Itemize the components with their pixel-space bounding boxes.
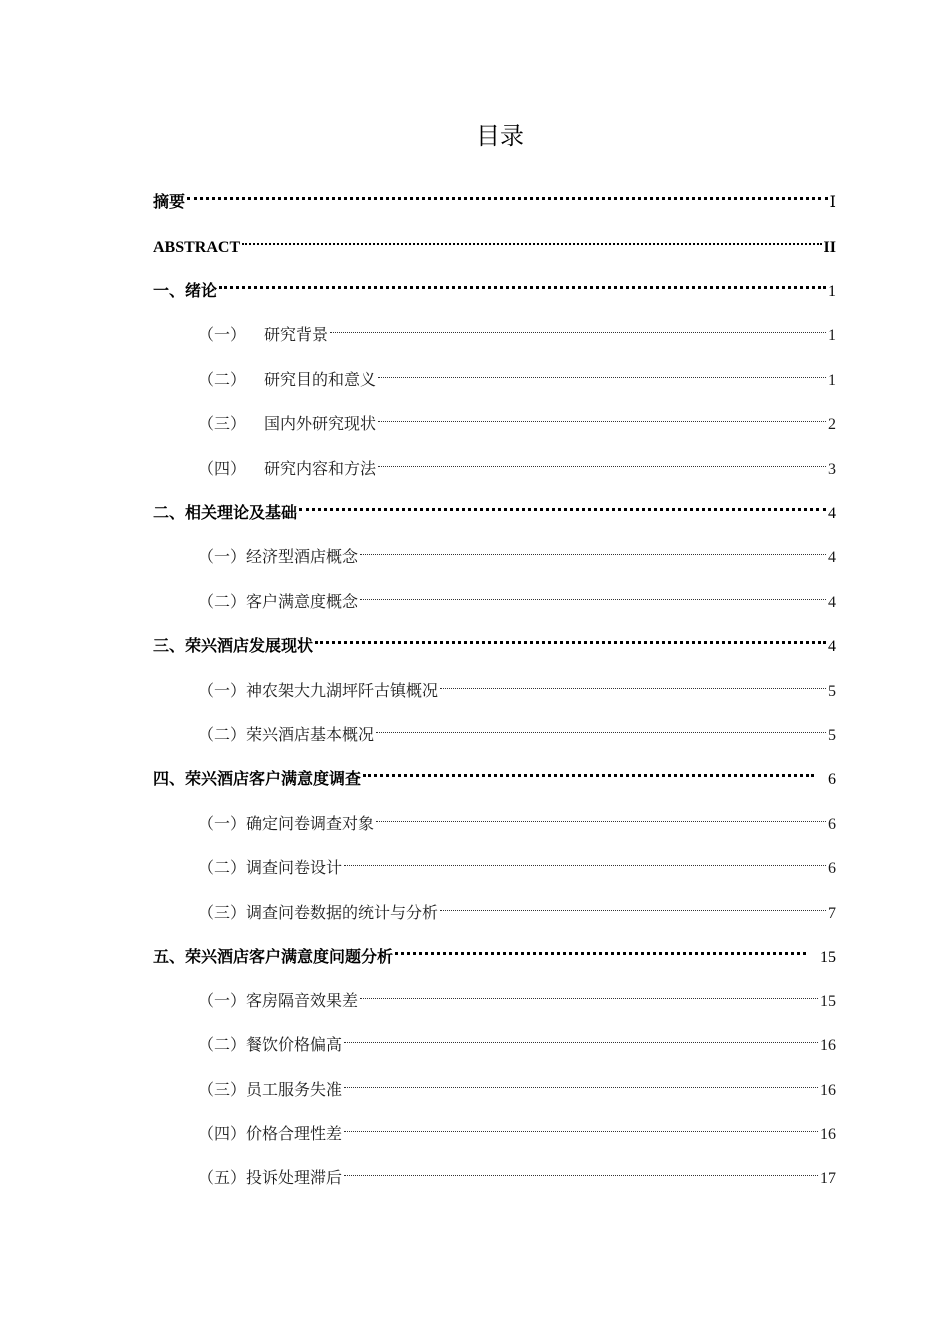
section-title: 员工服务失准	[246, 1080, 343, 1099]
section-title: 研究目的和意义	[264, 370, 377, 389]
toc-entry-section[interactable]	[198, 1069, 836, 1099]
dot-leader	[344, 1069, 818, 1095]
dot-leader	[376, 714, 826, 740]
toc-entry-page: 4	[828, 505, 836, 522]
dot-leader	[360, 980, 818, 1006]
toc-entry-section[interactable]	[198, 714, 836, 744]
section-number: （一）	[198, 325, 247, 344]
section-number: （三）	[198, 1080, 247, 1099]
toc-entry-page: 16	[820, 1082, 836, 1099]
toc-entry-section[interactable]	[198, 1113, 836, 1143]
section-title: 神农架大九湖坪阡古镇概况	[246, 681, 439, 700]
dot-leader	[315, 625, 826, 651]
section-title: 国内外研究现状	[264, 414, 377, 433]
section-number: （一）	[198, 681, 247, 700]
dot-leader	[330, 314, 826, 340]
section-title: 研究背景	[264, 325, 329, 344]
section-title: 荣兴酒店基本概况	[246, 725, 375, 744]
toc-entry-label	[198, 811, 374, 837]
toc-entry-page: 7	[828, 905, 836, 922]
section-number: （三）	[198, 414, 247, 433]
section-number: （二）	[198, 725, 247, 744]
toc-entry-section[interactable]	[198, 536, 836, 566]
toc-entry-label	[198, 855, 342, 881]
toc-entry-page: 2	[828, 416, 836, 433]
section-title: 价格合理性差	[246, 1124, 343, 1143]
dot-leader	[344, 1113, 818, 1139]
dot-leader	[440, 670, 826, 696]
toc-entry-page: 4	[828, 638, 836, 655]
toc-entry-page: 1	[828, 283, 836, 300]
section-title: 确定问卷调查对象	[246, 814, 375, 833]
section-title: 经济型酒店概念	[246, 547, 359, 566]
dot-leader	[299, 492, 826, 518]
dot-leader	[344, 1024, 818, 1050]
toc-entry-section[interactable]	[198, 581, 836, 611]
toc-entry-chapter-2[interactable]	[153, 492, 836, 522]
section-number: （五）	[198, 1168, 247, 1187]
toc-entry-label: 摘要	[153, 192, 186, 211]
toc-entry-section[interactable]	[198, 670, 836, 700]
toc-entry-page: 17	[820, 1170, 836, 1187]
toc-entry-page: Ⅰ	[829, 194, 836, 211]
toc-entry-section[interactable]	[198, 448, 836, 478]
dot-leader	[360, 536, 826, 562]
toc-entry-label	[198, 678, 438, 704]
dot-leader	[440, 892, 826, 918]
dot-leader	[378, 403, 826, 429]
section-title: 研究内容和方法	[264, 459, 377, 478]
dot-leader	[378, 359, 826, 385]
dot-leader	[219, 270, 826, 296]
dot-leader	[242, 226, 821, 252]
toc-entry-chapter-3[interactable]	[153, 625, 836, 655]
dot-leader	[363, 758, 814, 784]
dot-leader	[344, 1157, 818, 1183]
section-number: （四）	[198, 1124, 247, 1143]
toc-entry-page: 1	[828, 327, 836, 344]
section-title: 客房隔音效果差	[246, 991, 359, 1010]
section-number: （一）	[198, 991, 247, 1010]
toc-entry-abstract-en[interactable]	[153, 226, 836, 256]
toc-entry-label: 一、绪论	[153, 281, 218, 300]
toc-entry-section[interactable]	[198, 403, 836, 433]
dot-leader	[376, 803, 826, 829]
toc-entry-page: 5	[828, 683, 836, 700]
toc-entry-label: 二、相关理论及基础	[153, 503, 298, 522]
toc-entry-page: 16	[820, 1037, 836, 1054]
toc-entry-chapter-5[interactable]	[153, 936, 836, 966]
toc-entry-label	[198, 1165, 342, 1191]
section-number: （二）	[198, 858, 247, 877]
toc-entry-page: 6	[828, 860, 836, 877]
toc-entry-section[interactable]	[198, 847, 836, 877]
toc-entry-chapter-4[interactable]	[153, 758, 836, 788]
toc-entry-section[interactable]	[198, 314, 836, 344]
toc-entry-page: 4	[828, 549, 836, 566]
section-number: （三）	[198, 903, 247, 922]
toc-entry-section[interactable]	[198, 359, 836, 389]
toc-entry-section[interactable]	[198, 1024, 836, 1054]
toc-entry-label	[198, 988, 358, 1014]
dot-leader	[360, 581, 826, 607]
toc-entry-label	[198, 1032, 342, 1058]
section-number: （二）	[198, 592, 247, 611]
toc-entry-label	[198, 322, 328, 348]
section-number: （二）	[198, 370, 247, 389]
section-title: 调查问卷设计	[246, 858, 343, 877]
dot-leader	[378, 448, 826, 474]
toc-entry-chapter-1[interactable]	[153, 270, 836, 300]
section-title: 投诉处理滞后	[246, 1168, 343, 1187]
section-title: 餐饮价格偏高	[246, 1035, 343, 1054]
toc-entry-section[interactable]	[198, 803, 836, 833]
toc-entry-page: 4	[828, 594, 836, 611]
toc-entry-section[interactable]	[198, 980, 836, 1010]
toc-entry-label	[198, 544, 358, 570]
toc-entry-page: 5	[828, 727, 836, 744]
toc-entry-label	[198, 589, 358, 615]
toc-entry-label: 五、荣兴酒店客户满意度问题分析	[153, 947, 394, 966]
toc-entry-label	[198, 1077, 342, 1103]
toc-entry-label	[198, 456, 376, 482]
section-number: （一）	[198, 547, 247, 566]
toc-entry-page: 3	[828, 461, 836, 478]
toc-entry-section[interactable]	[198, 892, 836, 922]
toc-entry-label	[198, 1121, 342, 1147]
toc-entry-page: 6	[828, 816, 836, 833]
toc-entry-label: 三、荣兴酒店发展现状	[153, 636, 314, 655]
section-title: 客户满意度概念	[246, 592, 359, 611]
section-number: （二）	[198, 1035, 247, 1054]
toc-entry-label	[198, 367, 376, 393]
toc-entry-label: 四、荣兴酒店客户满意度调查	[153, 769, 362, 788]
section-title: 调查问卷数据的统计与分析	[246, 903, 439, 922]
section-number: （一）	[198, 814, 247, 833]
toc-entry-label	[198, 900, 438, 926]
toc-entry-label: ABSTRACT	[153, 239, 241, 256]
toc-entry-section[interactable]	[198, 1157, 836, 1187]
toc-entry-page: 15	[820, 993, 836, 1010]
toc-entry-abstract-cn[interactable]	[153, 181, 836, 211]
dot-leader	[395, 936, 806, 962]
section-number: （四）	[198, 459, 247, 478]
toc-entry-page: 15	[820, 949, 836, 966]
dot-leader	[187, 181, 828, 207]
toc-entry-page: 1	[828, 372, 836, 389]
toc-entry-page: II	[823, 239, 836, 256]
toc-entry-page: 16	[820, 1126, 836, 1143]
toc-entry-page: 6	[828, 771, 836, 788]
dot-leader	[344, 847, 826, 873]
toc-entry-label	[198, 722, 374, 748]
toc-title: 目录	[476, 122, 524, 150]
toc-entry-label	[198, 411, 376, 437]
